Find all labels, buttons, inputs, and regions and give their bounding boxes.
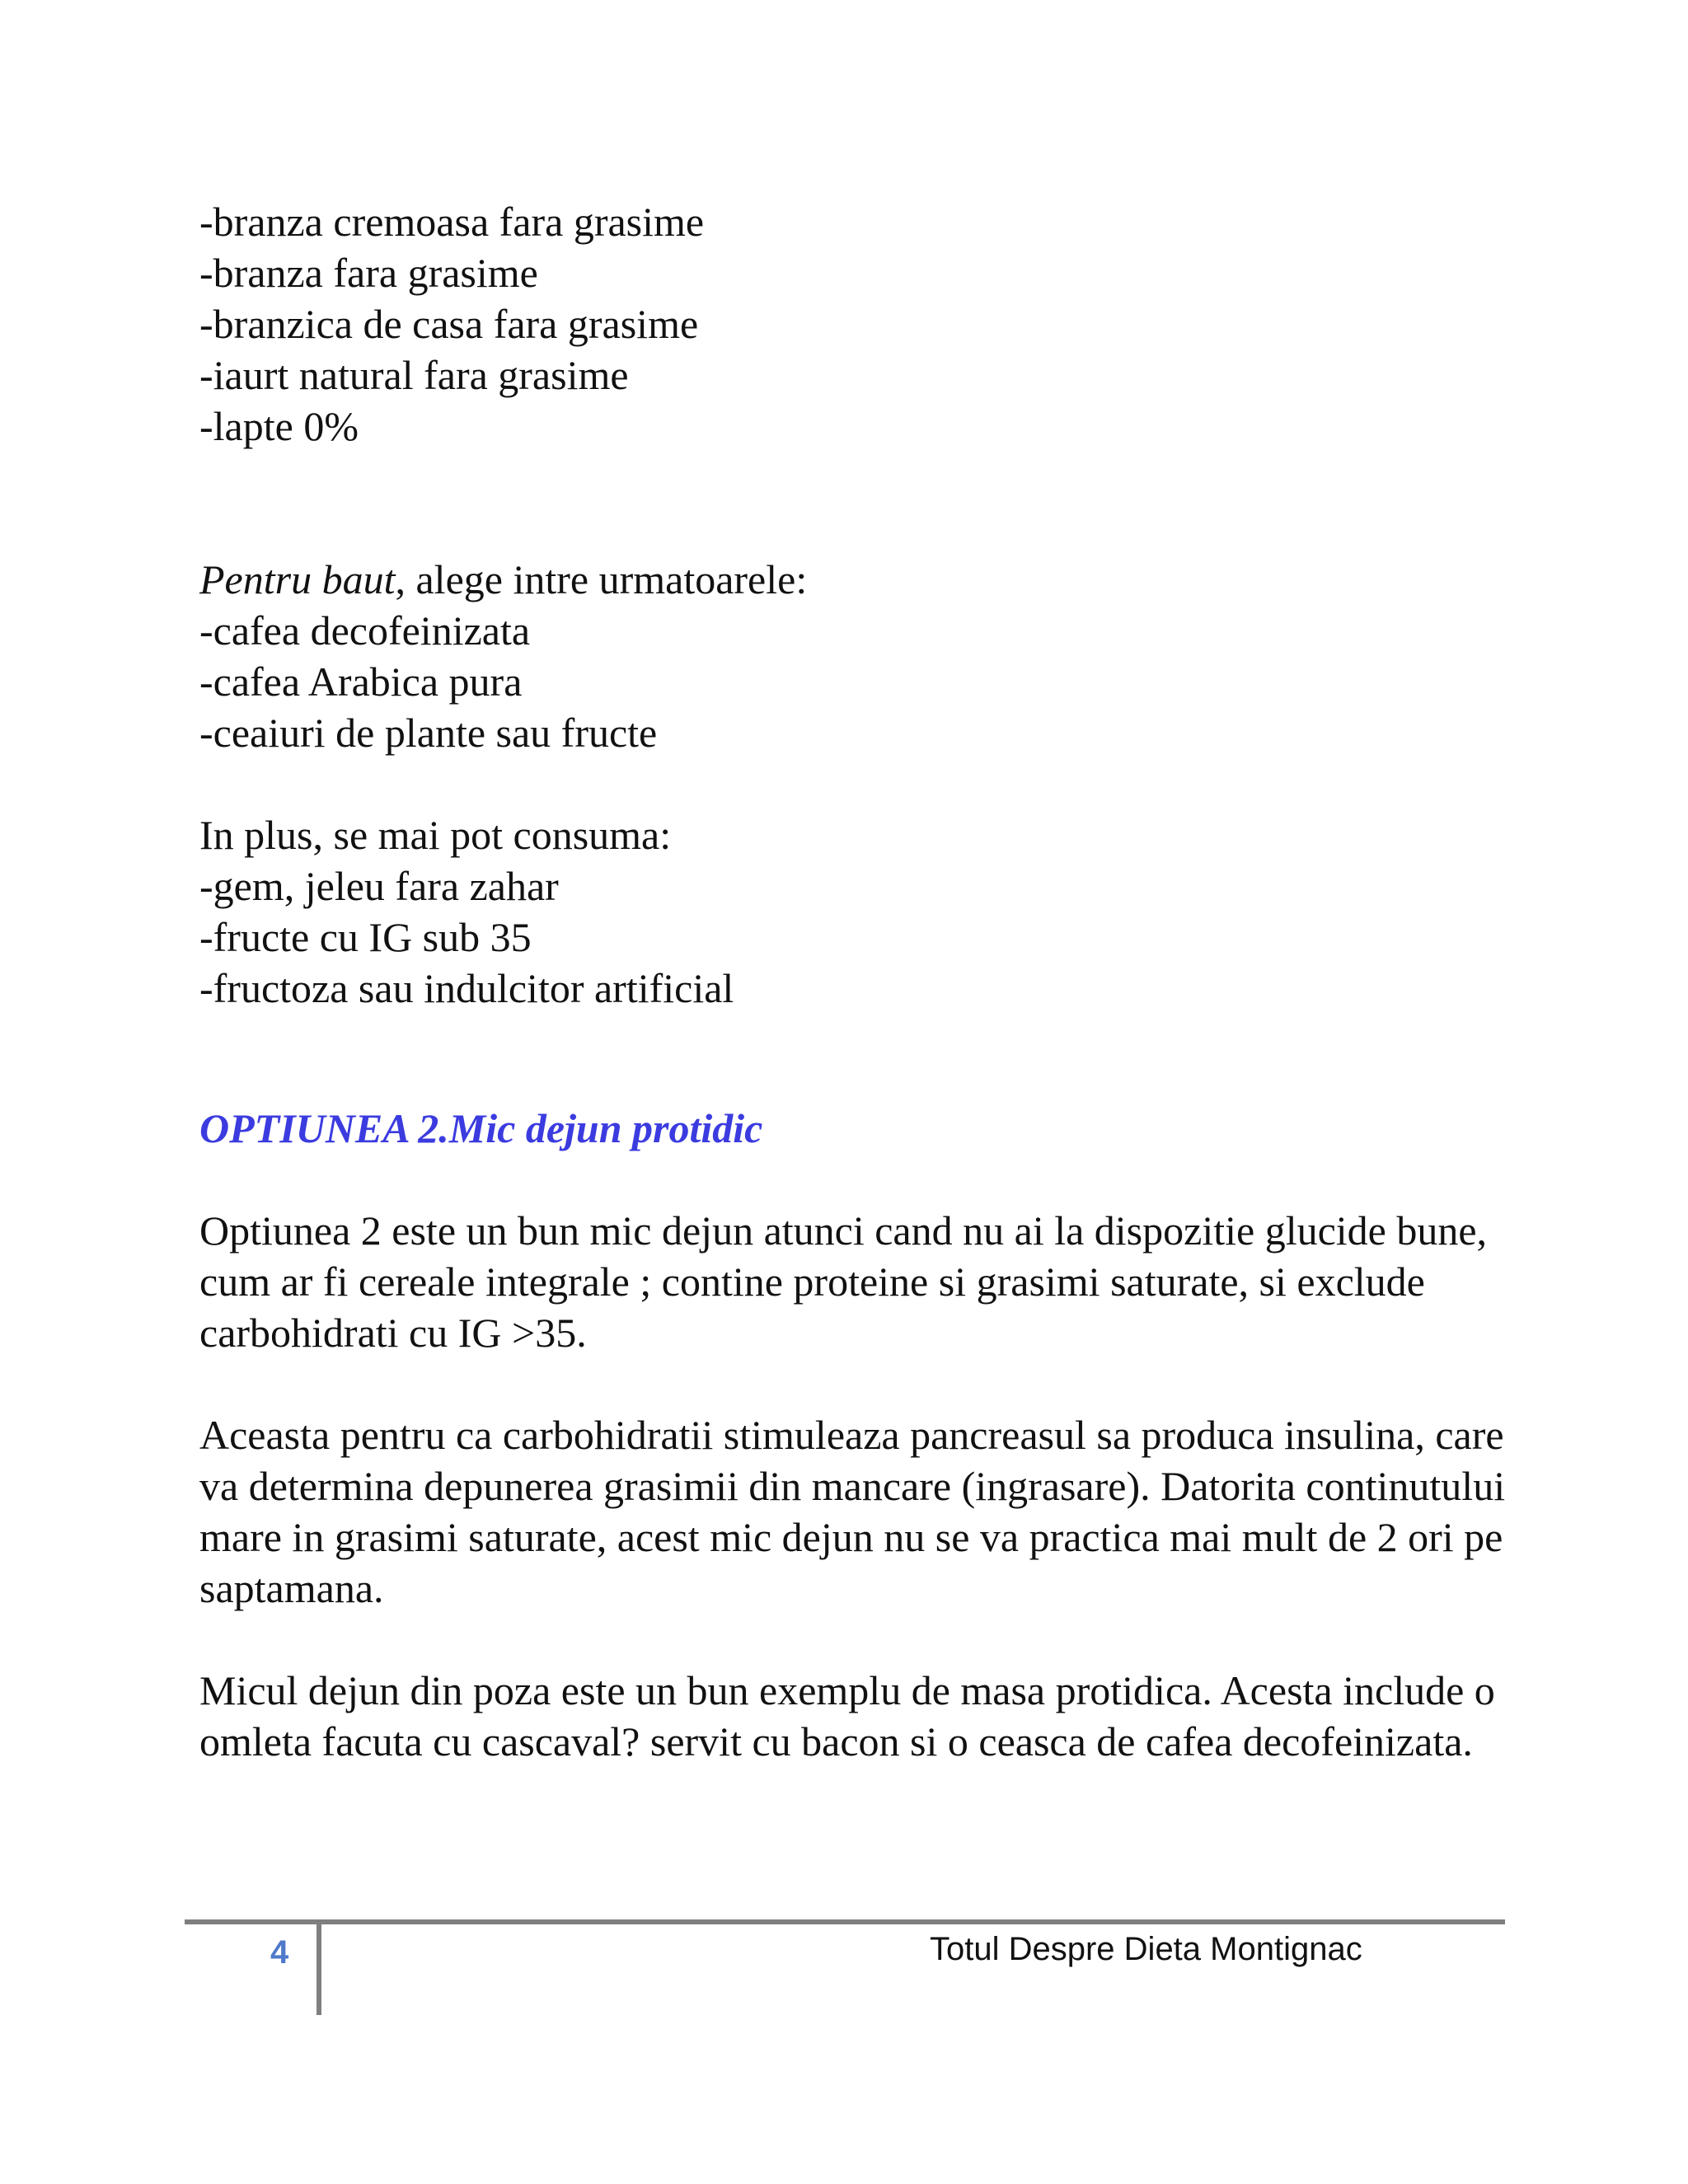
footer-title: Totul Despre Dieta Montignac [930, 1931, 1362, 1967]
list-item: -iaurt natural fara grasime [199, 352, 629, 398]
spacer [199, 1154, 1518, 1205]
drinks-list [199, 554, 1518, 758]
spacer [199, 1014, 1518, 1103]
list-item: -ceaiuri de plante sau fructe [199, 710, 658, 756]
list-item: -fructe cu IG sub 35 [199, 914, 532, 960]
section-heading: OPTIUNEA 2.Mic dejun protidic [199, 1105, 763, 1151]
list-item: -fructoza sau indulcitor artificial [199, 965, 734, 1011]
drinks-intro-italic: Pentru baut [199, 556, 396, 602]
list-item: -cafea Arabica pura [199, 658, 523, 705]
page-number: 4 [270, 1934, 289, 1971]
spacer [199, 1614, 1518, 1665]
page-content [199, 196, 1518, 1767]
footer-vertical-divider [316, 1920, 321, 2015]
spacer [199, 452, 1518, 554]
list-item: -branza cremoasa fara grasime [199, 199, 705, 245]
list-item: -branza fara grasime [199, 250, 538, 296]
list-item: -branzica de casa fara grasime [199, 301, 699, 347]
body-paragraph: Micul dejun din poza este un bun exemplu de masa protidica. Acesta include o omleta facuta cu cascaval? servit cu bacon si o ceasca de cafea decofeinizata. [199, 1667, 1495, 1765]
extras-intro: In plus, se mai pot consuma: [199, 812, 672, 858]
body-paragraph: Aceasta pentru ca carbohidratii stimuleaza pancreasul sa produca insulina, care va determina depunerea grasimii din mancare (ingrasare). Datorita continutului mare in grasimi saturate, acest mic dejun nu se va practica mai mult de 2 ori pe saptamana. [199, 1412, 1506, 1611]
drinks-intro-rest: , alege intre urmatoarele: [395, 556, 808, 602]
list-item: -cafea decofeinizata [199, 607, 531, 654]
body-paragraph: Optiunea 2 este un bun mic dejun atunci cand nu ai la dispozitie glucide bune, cum ar fi cereale integrale ; contine proteine si grasimi saturate, si exclude carbohidrati cu IG >35. [199, 1207, 1488, 1356]
dairy-list [199, 196, 1518, 452]
extras-list [199, 809, 1518, 1014]
list-item: -lapte 0% [199, 403, 359, 449]
footer-divider [185, 1919, 1505, 1924]
drinks-intro [199, 554, 1518, 605]
spacer [199, 1358, 1518, 1409]
spacer [199, 758, 1518, 809]
list-item: -gem, jeleu fara zahar [199, 863, 559, 909]
